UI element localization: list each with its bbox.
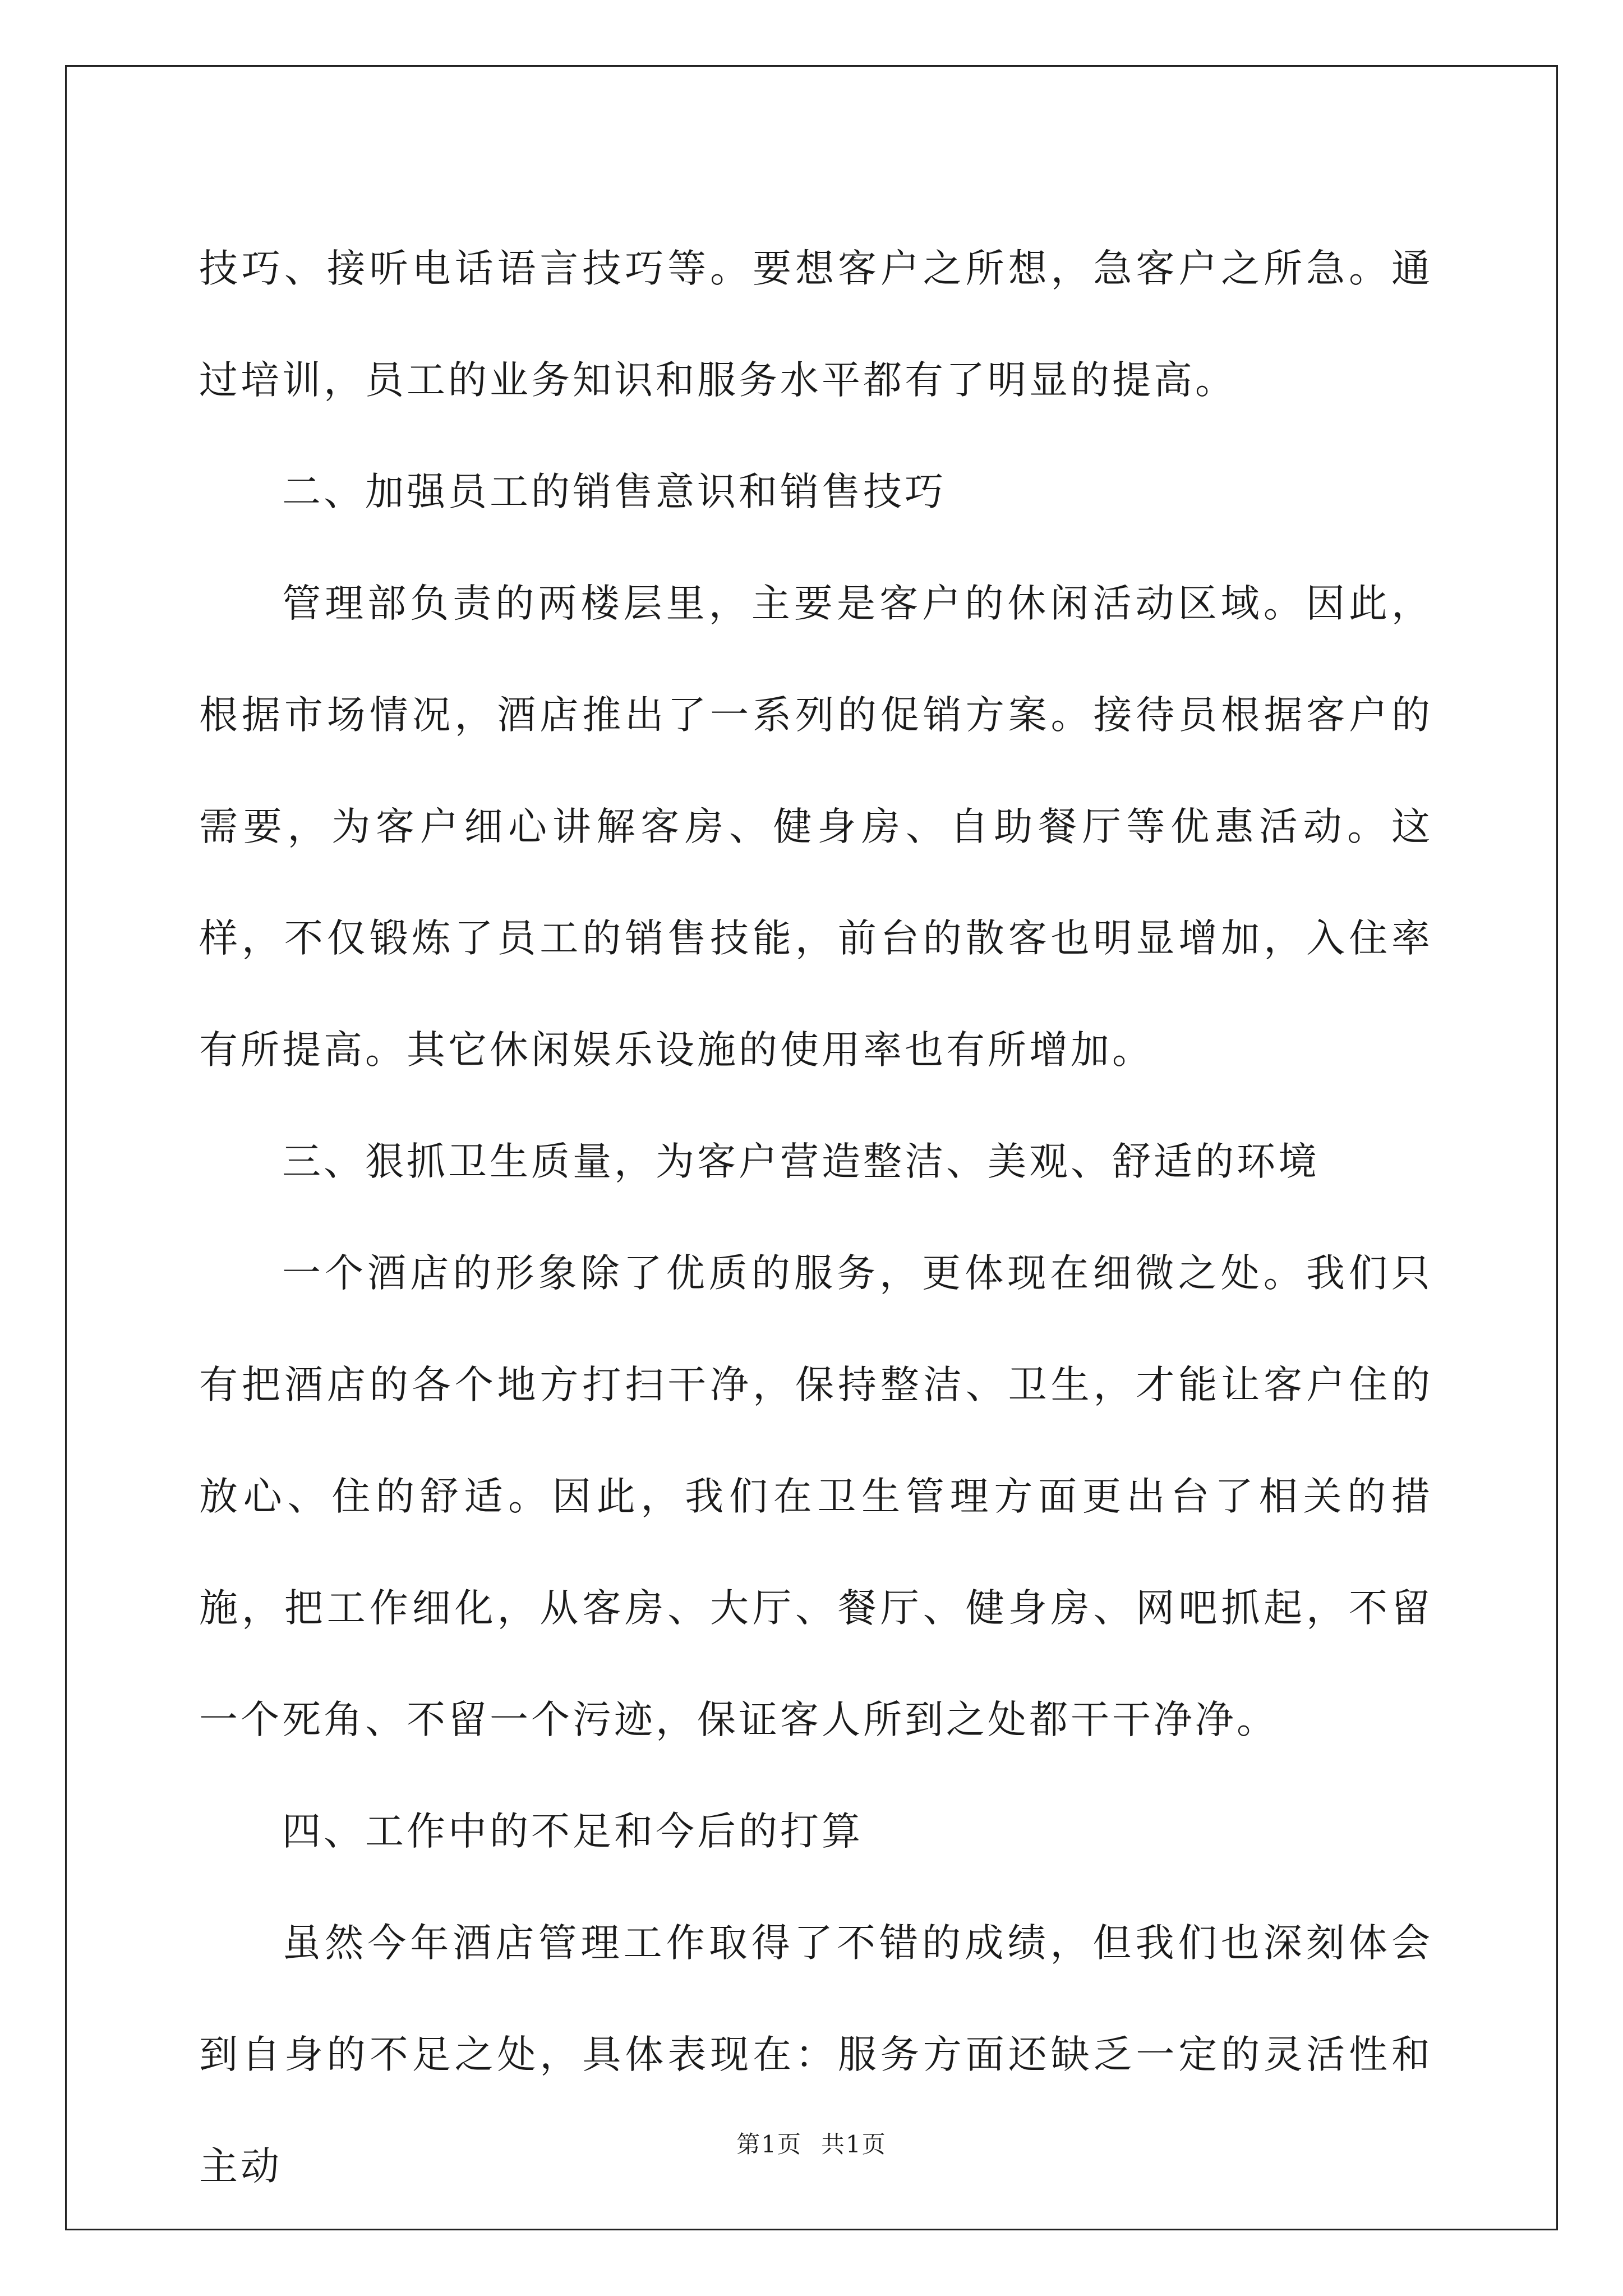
- paragraph-shortcomings: 虽然今年酒店管理工作取得了不错的成绩，但我们也深刻体会到自身的不足之处，具体表现在：服务方面还缺乏一定的灵活性和主动: [199, 1921, 1433, 2189]
- heading-sales-awareness: 二、加强员工的销售意识和销售技巧: [282, 470, 946, 514]
- paragraph-sales: 管理部负责的两楼层里，主要是客户的休闲活动区域。因此，根据市场情况，酒店推出了一系列的促销方案。接待员根据客户的需要，为客户细心讲解客房、健身房、自助餐厅等优惠活动。这样，不仅锻炼了员工的销售技能，前台的散客也明显增加，入住率有所提高。其它休闲娱乐设施的使用率也有所增加。: [199, 581, 1433, 1073]
- page-number-total: 共1页: [821, 2131, 887, 2158]
- document-body: [199, 213, 1433, 2223]
- heading-hygiene-quality: 三、狠抓卫生质量，为客户营造整洁、美观、舒适的环境: [282, 1139, 1320, 1184]
- paragraph-hygiene: 一个酒店的形象除了优质的服务，更体现在细微之处。我们只有把酒店的各个地方打扫干净，保持整洁、卫生，才能让客户住的放心、住的舒适。因此，我们在卫生管理方面更出台了相关的措施，把工作细化，从客房、大厅、餐厅、健身房、网吧抓起，不留一个死角、不留一个污迹，保证客人所到之处都干干净净。: [199, 1251, 1433, 1742]
- page-footer: [0, 2126, 1623, 2160]
- heading-shortcomings-plans: 四、工作中的不足和今后的打算: [282, 1809, 863, 1854]
- page-number-current: 第1页: [736, 2131, 802, 2158]
- paragraph-training-continuation: 技巧、接听电话语言技巧等。要想客户之所想，急客户之所急。通过培训，员工的业务知识和服务水平都有了明显的提高。: [199, 246, 1433, 403]
